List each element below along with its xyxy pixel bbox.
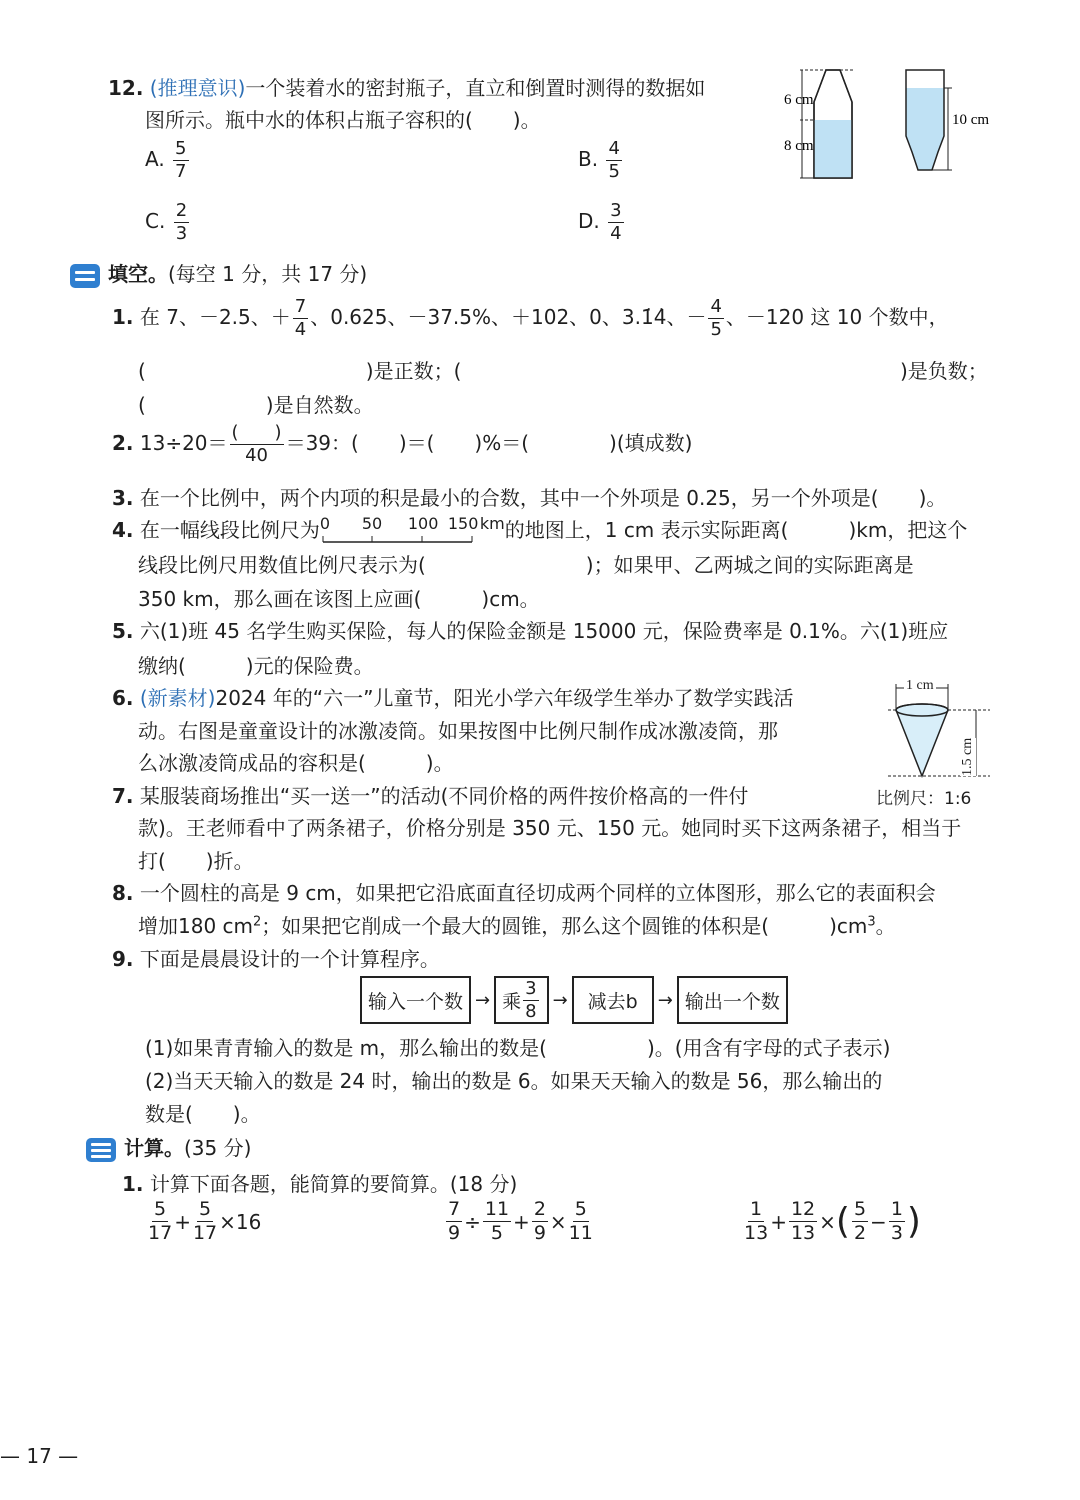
fraction-numerator: 7 (448, 1198, 461, 1220)
fraction-denominator: 5 (490, 1222, 503, 1244)
f1-pre: 在 7、－2.5、＋ (139, 305, 291, 329)
f9-part2: (2)当天天输入的数是 24 时，输出的数是 6。如果天天输入的数是 56，那么输出的 (145, 1069, 883, 1093)
ice-cream-cone-figure (880, 676, 1000, 786)
fraction-denominator: 5 (608, 161, 620, 182)
f5-line2[interactable]: 缴纳( )元的保险费。 (138, 654, 374, 678)
footer-dash: — (0, 1444, 20, 1468)
f5-number: 5. (112, 619, 134, 643)
f4-line1[interactable] (112, 514, 967, 546)
fraction-denominator: 8 (525, 1000, 537, 1022)
fraction-denominator: 7 (175, 161, 187, 182)
operator: + (770, 1209, 787, 1234)
paren: ) (906, 1201, 921, 1242)
section-three-icon (86, 1138, 116, 1162)
fraction-numerator: 2 (175, 200, 188, 221)
fraction-numerator: 5 (574, 1198, 587, 1220)
fraction-denominator: 40 (245, 445, 268, 466)
fraction-numerator: 2 (533, 1198, 546, 1220)
f7-number: 7. (112, 784, 134, 808)
f5-text: 六(1)班 45 名学生购买保险，每人的保险金额是 15000 元，保险费率是 0.1%。六(1)班应 (139, 619, 949, 643)
fraction-numerator: 7 (294, 296, 307, 317)
f7-text1: 某服装商场推出“买一送一”的活动(不同价格的两件按价格高的一件付 (139, 784, 749, 808)
f3-number: 3. (112, 486, 134, 510)
f6-line1 (112, 682, 793, 711)
c1-number: 1. (122, 1172, 144, 1196)
f6-line2: 动。右图是童童设计的冰激凌筒。如果按图中比例尺制作成冰激凌筒，那 (138, 719, 778, 743)
fraction-denominator: 3 (175, 223, 188, 244)
fraction-numerator: 5 (154, 1198, 167, 1220)
q12-line1 (108, 72, 705, 101)
f9-number: 9. (112, 947, 134, 971)
page-number-value: 17 (26, 1444, 52, 1468)
fraction-numerator: 12 (790, 1198, 816, 1220)
c1-line (122, 1168, 517, 1197)
fraction-denominator: 9 (533, 1222, 546, 1244)
fraction-denominator: 17 (192, 1222, 218, 1244)
bottle-label-bottom: 8 cm (784, 138, 814, 154)
multiply-label: 乘 (502, 990, 522, 1013)
bottle-label-top: 6 cm (784, 92, 814, 108)
section-3-header (86, 1132, 251, 1162)
fraction-numerator: 1 (890, 1198, 903, 1220)
fraction-numerator: ( ) (231, 422, 282, 443)
f4-pre: 在一幅线段比例尺为 (139, 518, 320, 542)
f8-text2a: 增加180 cm (138, 914, 254, 938)
f9-line1 (112, 943, 440, 972)
fraction-numerator: 1 (750, 1198, 763, 1220)
section-2-header (70, 258, 367, 288)
f6-line3[interactable]: 么冰激凌筒成品的容积是( )。 (138, 751, 454, 775)
f1-line2a[interactable]: ( )是正数；( (138, 359, 462, 383)
q12-option-a[interactable] (145, 140, 191, 181)
q12-text1: 一个装着水的密封瓶子，直立和倒置时测得的数据如 (245, 76, 706, 100)
operator: + (174, 1209, 191, 1234)
scale-tick-label: 0 (319, 513, 331, 533)
fraction-numerator: 4 (710, 296, 722, 317)
f4-line2[interactable]: 线段比例尺用数值比例尺表示为( )；如果甲、乙两城之间的实际距离是 (138, 553, 914, 577)
scale-tick-label: 150 (447, 513, 479, 533)
f9-text: 下面是晨晨设计的一个计算程序。 (139, 947, 440, 971)
f5-line1 (112, 615, 948, 644)
option-label: D. (578, 209, 600, 233)
fraction-numerator: 5 (853, 1198, 867, 1220)
f8-text1: 一个圆柱的高是 9 cm，如果把它沿底面直径切成两个同样的立体图形，那么它的表面积会 (139, 881, 936, 905)
f4-post: 的地图上，1 cm 表示实际距离( )km，把这个 (504, 518, 968, 542)
cone-scale-label: 比例尺：1:6 (876, 789, 972, 809)
f8-number: 8. (112, 881, 134, 905)
section-2-title: 填空。 (108, 262, 168, 286)
operator: + (513, 1209, 530, 1234)
fraction-denominator: 5 (710, 319, 722, 340)
f7-line3[interactable]: 打( )折。 (138, 849, 254, 873)
flow-box-multiply (494, 976, 548, 1024)
footer-dash: — (58, 1444, 79, 1468)
operator: ÷ (464, 1209, 481, 1234)
section-2-note: (每空 1 分，共 17 分) (168, 262, 368, 286)
flow-box-input: 输入一个数 (360, 976, 471, 1024)
flowchart (360, 976, 788, 1024)
f8-text2b: ；如果把它削成一个最大的圆锥，那么这个圆锥的体积是( )cm (261, 914, 868, 938)
option-label: B. (578, 147, 599, 171)
f1-line3[interactable]: ( )是自然数。 (138, 393, 374, 417)
scale-bar (322, 536, 478, 544)
scale-unit: km (479, 514, 505, 533)
c1-text: 计算下面各题，能简算的要简算。(18 分) (149, 1172, 518, 1196)
section-3-note: (35 分) (184, 1136, 252, 1160)
f6-number: 6. (112, 686, 134, 710)
f6-text1: 2024 年的“六一”儿童节，阳光小学六年级学生举办了数学实践活 (215, 686, 794, 710)
fraction-numerator: 11 (484, 1198, 510, 1220)
inverted-bottle (906, 70, 952, 170)
arrow-right-icon: → (657, 989, 673, 1011)
f1-line2b[interactable]: )是负数； (700, 359, 988, 383)
operator: × (819, 1209, 836, 1234)
superscript: 2 (253, 914, 262, 930)
cone-side-label: 1.5 cm (960, 737, 975, 776)
f3-line[interactable] (112, 482, 946, 511)
bottle-label-right: 10 cm (952, 112, 990, 128)
option-label: A. (145, 147, 165, 171)
f2-line[interactable] (112, 424, 692, 465)
q12-text2: 图所示。瓶中水的体积占瓶子容积的( )。 (145, 108, 541, 132)
fraction-denominator: 4 (294, 319, 307, 340)
q12-number: 12. (108, 76, 144, 100)
fraction-denominator: 3 (890, 1222, 903, 1244)
cone-top-label: 1 cm (906, 678, 934, 693)
q12-option-d[interactable] (578, 202, 626, 243)
fraction-numerator: 3 (610, 200, 622, 221)
section-3-title: 计算。 (124, 1136, 184, 1160)
section-two-icon (70, 264, 100, 288)
f1-line1 (112, 298, 949, 339)
f6-tag: (新素材) (139, 686, 216, 710)
f7-line2: 款)。王老师看中了两条裙子，价格分别是 350 元、150 元。她同时买下这两条裙子，相当于 (138, 816, 962, 840)
f7-line1 (112, 780, 748, 809)
fraction-denominator: 17 (148, 1222, 173, 1244)
expression-3 (742, 1200, 921, 1243)
f1-post: 、－120 这 10 个数中， (725, 305, 949, 329)
q12-tag: (推理意识) (149, 76, 246, 100)
fraction-numerator: 3 (525, 977, 537, 999)
operator: − (870, 1209, 887, 1234)
fraction-numerator: 4 (608, 138, 620, 159)
f4-line3[interactable]: 350 km，那么画在该图上应画( )cm。 (138, 587, 540, 611)
f1-mid: 、0.625、－37.5%、＋102、0、3.1̇4̇、－ (310, 305, 707, 329)
upright-bottle (800, 70, 855, 178)
superscript: 3 (867, 914, 876, 930)
arrow-right-icon: → (475, 989, 491, 1011)
f8-line1 (112, 877, 936, 906)
fraction-denominator: 9 (448, 1222, 461, 1244)
scale-tick-label: 50 (361, 513, 383, 533)
operator: ×16 (219, 1209, 262, 1234)
f3-text: 在一个比例中，两个内项的积是最小的合数，其中一个外项是 0.25，另一个外项是( )。 (139, 486, 947, 510)
q12-option-c[interactable] (145, 202, 191, 243)
fraction-denominator: 2 (853, 1222, 867, 1244)
flow-box-subtract: 减去b (572, 976, 654, 1024)
f4-number: 4. (112, 518, 134, 542)
paren: ( (835, 1201, 850, 1242)
scale-tick-label: 100 (407, 513, 439, 533)
line-scale (319, 513, 480, 546)
fraction-denominator: 13 (790, 1222, 816, 1244)
q12-option-b[interactable] (578, 140, 624, 181)
f9-part1[interactable]: (1)如果青青输入的数是 m，那么输出的数是( )。(用含有字母的式子表示) (145, 1036, 891, 1060)
fraction-denominator: 13 (744, 1222, 769, 1244)
fraction-denominator: 4 (610, 223, 622, 244)
fraction-numerator: 5 (199, 1198, 212, 1220)
f8-line2[interactable] (138, 910, 896, 939)
f1-number: 1. (112, 305, 134, 329)
page-number (0, 1444, 78, 1468)
flow-box-output: 输出一个数 (677, 976, 788, 1024)
fraction-numerator: 5 (175, 138, 187, 159)
expression-1 (146, 1200, 261, 1243)
f2-number: 2. (112, 431, 134, 455)
option-label: C. (145, 209, 166, 233)
arrow-right-icon: → (552, 989, 568, 1011)
bottle-figure (780, 66, 1010, 186)
f2-pre: 13÷20＝ (139, 431, 228, 455)
f8-text2c: 。 (875, 914, 896, 938)
f2-post: ＝39：( )＝( )%＝( )(填成数) (285, 431, 693, 455)
operator: × (549, 1209, 567, 1234)
f9-part3[interactable]: 数是( )。 (145, 1102, 261, 1126)
fraction-denominator: 11 (568, 1222, 593, 1244)
expression-2 (444, 1200, 595, 1243)
